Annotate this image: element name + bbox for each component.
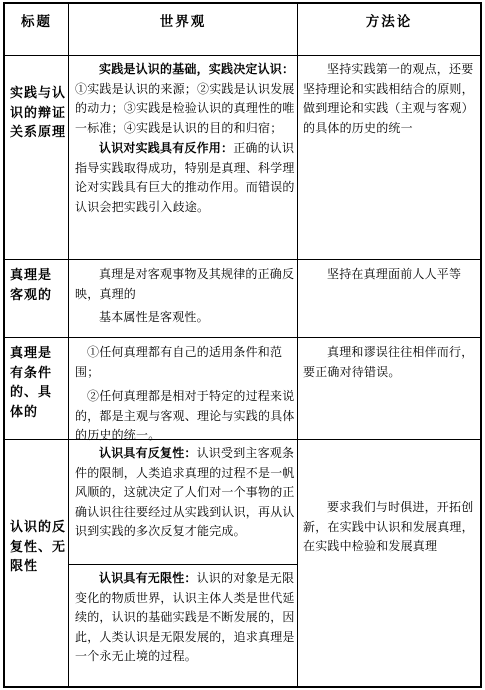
methodology-text: 坚持在真理面前人人平等 xyxy=(327,267,462,281)
worldview-cell xyxy=(75,60,295,217)
worldview-cell xyxy=(75,265,295,328)
worldview-paragraph: ①任何真理都有自己的适用条件和范围； xyxy=(75,345,283,379)
row-title: 真理是有条件的、具体的 xyxy=(10,346,53,420)
row-title: 认识的反复性、无限性 xyxy=(10,520,66,574)
paragraph-text: 正确的认识指导实践取得成功，特别是真理、科学理论对实践具有巨大的推动作用。而错误的认识会把实践引入歧途。 xyxy=(75,141,295,214)
paragraph-text: ①实践是认识的来源；②实践是认识发展的动力；③实践是检验认识的真理性的唯一标准；④实践是认识的目的和归宿； xyxy=(75,81,295,135)
header-title: 标题 xyxy=(21,14,52,30)
worldview-paragraph xyxy=(75,60,295,138)
worldview-paragraph xyxy=(75,444,295,542)
column-divider xyxy=(68,4,69,686)
methodology-cell xyxy=(303,265,477,285)
worldview-paragraph: 基本属性是客观性。 xyxy=(99,310,209,324)
paragraph-text: 认识受到主客观条件的限制，人类追求真理的过程不是一帆风顺的，这就决定了人们对一个事物的正确认识往往要经过从实践到认识，再从认识到实践的多次反复才能完成。 xyxy=(75,446,295,538)
row-divider xyxy=(5,259,480,260)
methodology-cell xyxy=(303,343,477,382)
row-title: 实践与认识的辩证关系原理 xyxy=(10,86,66,140)
methodology-text: 真理和谬误往往相伴而行，要正确对待错误。 xyxy=(303,345,474,379)
key-point: 认识具有无限性： xyxy=(99,571,197,585)
row-divider xyxy=(5,337,480,338)
paragraph-text: 认识的对象是无限变化的物质世界，认识主体人类是世代延续的，认识的基础实践是不断发展的，因此，人类认识是无限发展的，追求真理是一个永无止境的过程。 xyxy=(75,571,295,663)
worldview-cell xyxy=(75,444,295,542)
worldview-paragraph: 真理是对客观事物及其规律的正确反映，真理的 xyxy=(75,267,295,301)
key-point: 认识具有反复性： xyxy=(99,446,197,460)
worldview-paragraph xyxy=(75,139,295,217)
knowledge-table xyxy=(3,2,482,688)
worldview-paragraph xyxy=(75,569,295,667)
methodology-cell xyxy=(303,60,477,138)
key-point: 认识对实践具有反作用： xyxy=(99,141,234,155)
row-title: 真理是客观的 xyxy=(10,268,53,303)
header-worldview: 世界观 xyxy=(159,14,207,30)
row-divider xyxy=(5,55,480,56)
row-divider xyxy=(68,564,297,565)
key-point: 实践是认识的基础，实践决定认识： xyxy=(99,62,295,76)
methodology-text: 要求我们与时俱进，开拓创新，在实践中认识和发展真理，在实践中检验和发展真理 xyxy=(303,500,474,553)
column-divider xyxy=(297,4,298,686)
worldview-cell xyxy=(75,569,295,667)
header-methodology: 方法论 xyxy=(365,14,413,30)
methodology-text: 坚持实践第一的观点，还要坚持理论和实践相结合的原则，做到理论和实践（主观与客观）的具体的历史的统一 xyxy=(303,62,474,135)
worldview-cell xyxy=(75,343,295,446)
methodology-cell xyxy=(303,498,477,557)
worldview-paragraph: ②任何真理都是相对于特定的过程来说的，都是主观与客观、理论与实践的具体的历史的统一。 xyxy=(75,389,295,442)
